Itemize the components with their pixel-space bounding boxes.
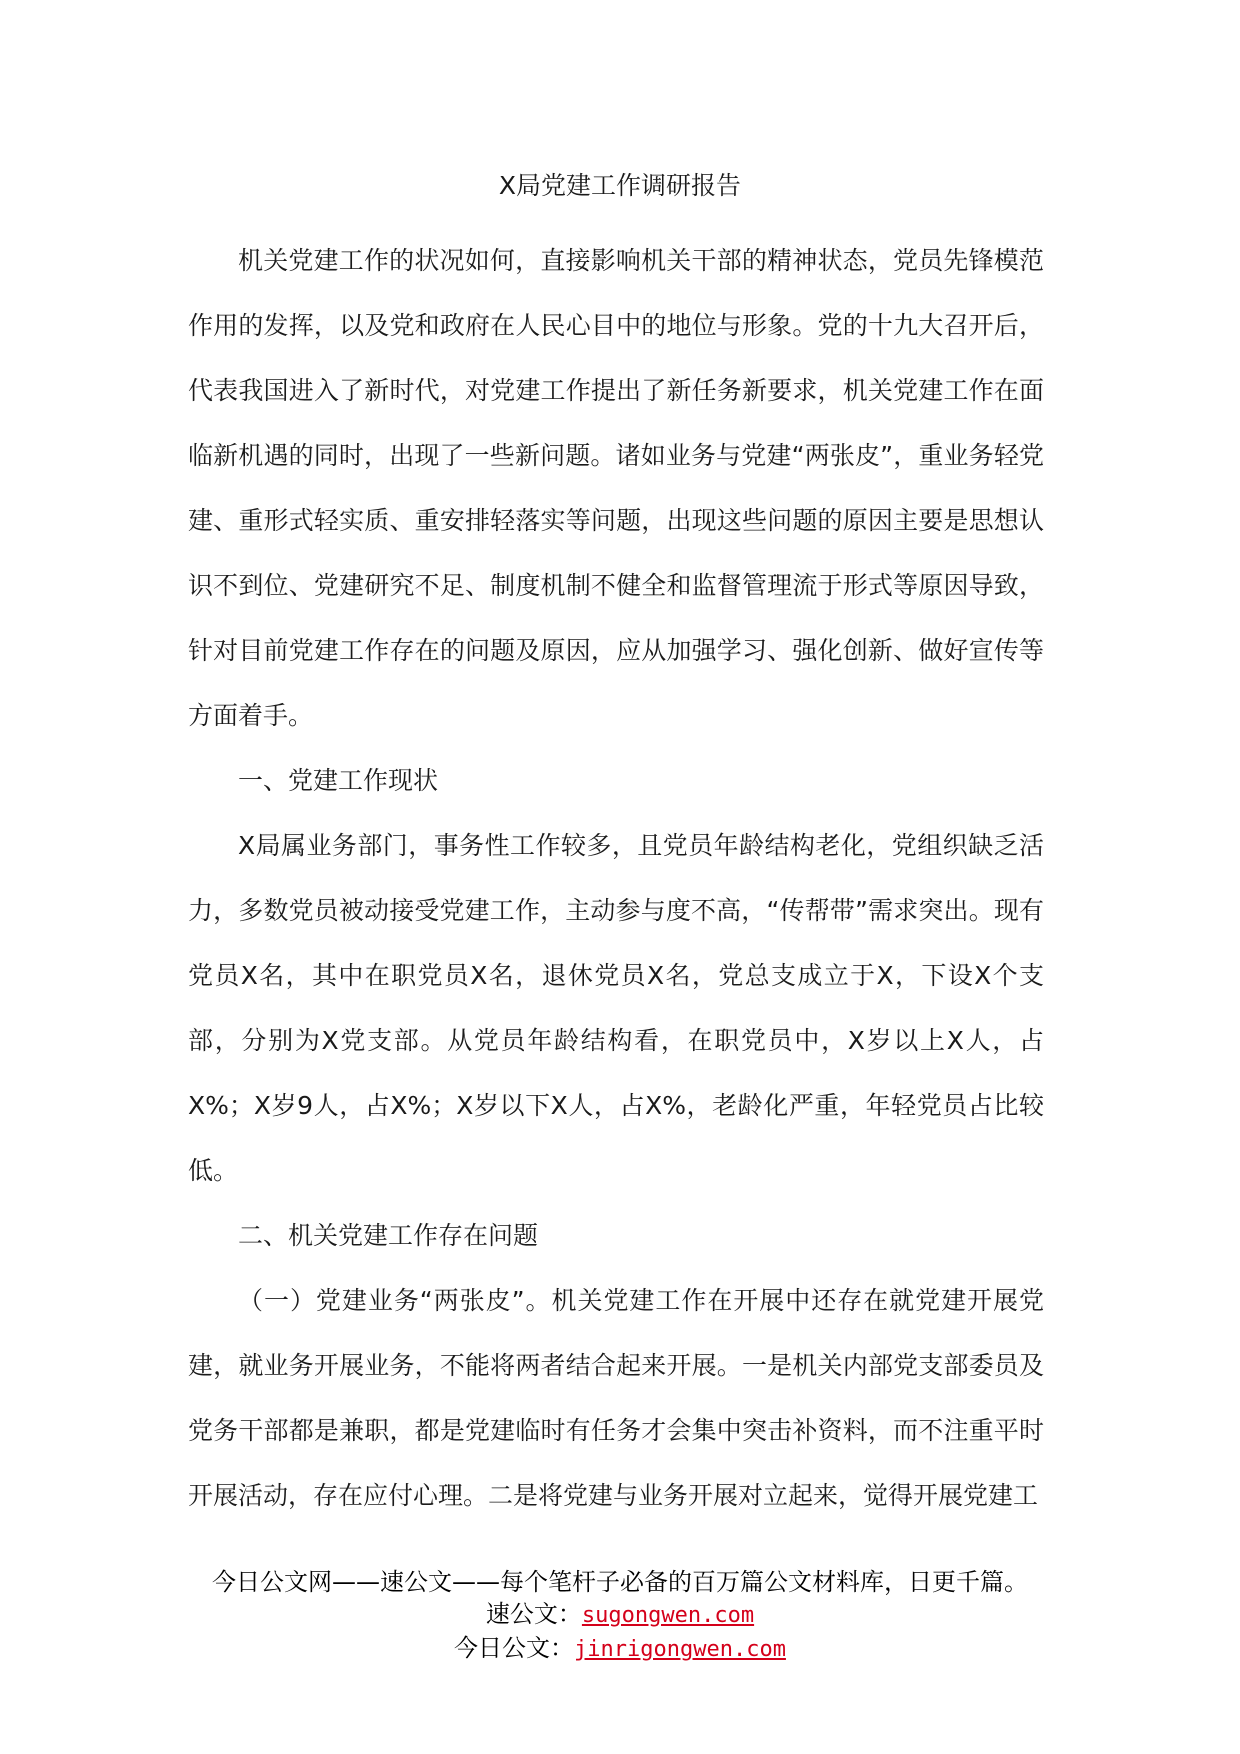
footer-label-jinrigongwen: 今日公文：	[454, 1634, 575, 1662]
footer-slogan: 今日公文网——速公文——每个笔杆子必备的百万篇公文材料库，日更千篇。	[212, 1568, 1028, 1596]
section-heading-2: 二、机关党建工作存在问题	[238, 1221, 539, 1250]
document-body	[188, 228, 1044, 1528]
jinrigongwen-link[interactable]: jinrigongwen.com	[574, 1637, 786, 1662]
footer-line-sugongwen	[0, 1598, 1240, 1632]
footer-label-sugongwen: 速公文：	[485, 1600, 582, 1628]
paragraph-status: X局属业务部门，事务性工作较多，且党员年龄结构老化，党组织缺乏活力，多数党员被动接受党建工作，主动参与度不高，“传帮带”需求突出。现有党员X名，其中在职党员X名，退休党员X名，党总支成立于X，下设X个支部，分别为X党支部。从党员年龄结构看，在职党员中，X岁以上X人，占X%；X岁9人，占X%；X岁以下X人，占X%，老龄化严重，年轻党员占比较低。	[188, 831, 1045, 1185]
paragraph-intro: 机关党建工作的状况如何，直接影响机关干部的精神状态，党员先锋模范作用的发挥，以及党和政府在人民心目中的地位与形象。党的十九大召开后，代表我国进入了新时代，对党建工作提出了新任务新要求，机关党建工作在面临新机遇的同时，出现了一些新问题。诸如业务与党建“两张皮”，重业务轻党建、重形式轻实质、重安排轻落实等问题，出现这些问题的原因主要是思想认识不到位、党建研究不足、制度机制不健全和监督管理流于形式等原因导致，针对目前党建工作存在的问题及原因，应从加强学习、强化创新、做好宣传等方面着手。	[188, 246, 1044, 730]
sugongwen-link[interactable]: sugongwen.com	[581, 1603, 755, 1628]
footer-line-jinrigongwen	[0, 1632, 1240, 1666]
page-footer	[0, 1566, 1240, 1666]
section-heading-1: 一、党建工作现状	[238, 766, 439, 795]
document-title: X局党建工作调研报告	[498, 171, 742, 200]
paragraph-problems: （一）党建业务“两张皮”。机关党建工作在开展中还存在就党建开展党建，就业务开展业务，不能将两者结合起来开展。一是机关内部党支部委员及党务干部都是兼职，都是党建临时有任务才会集中突击补资料，而不注重平时开展活动，存在应付心理。二是将党建与业务开展对立起来，觉得开展党建工	[188, 1286, 1044, 1510]
